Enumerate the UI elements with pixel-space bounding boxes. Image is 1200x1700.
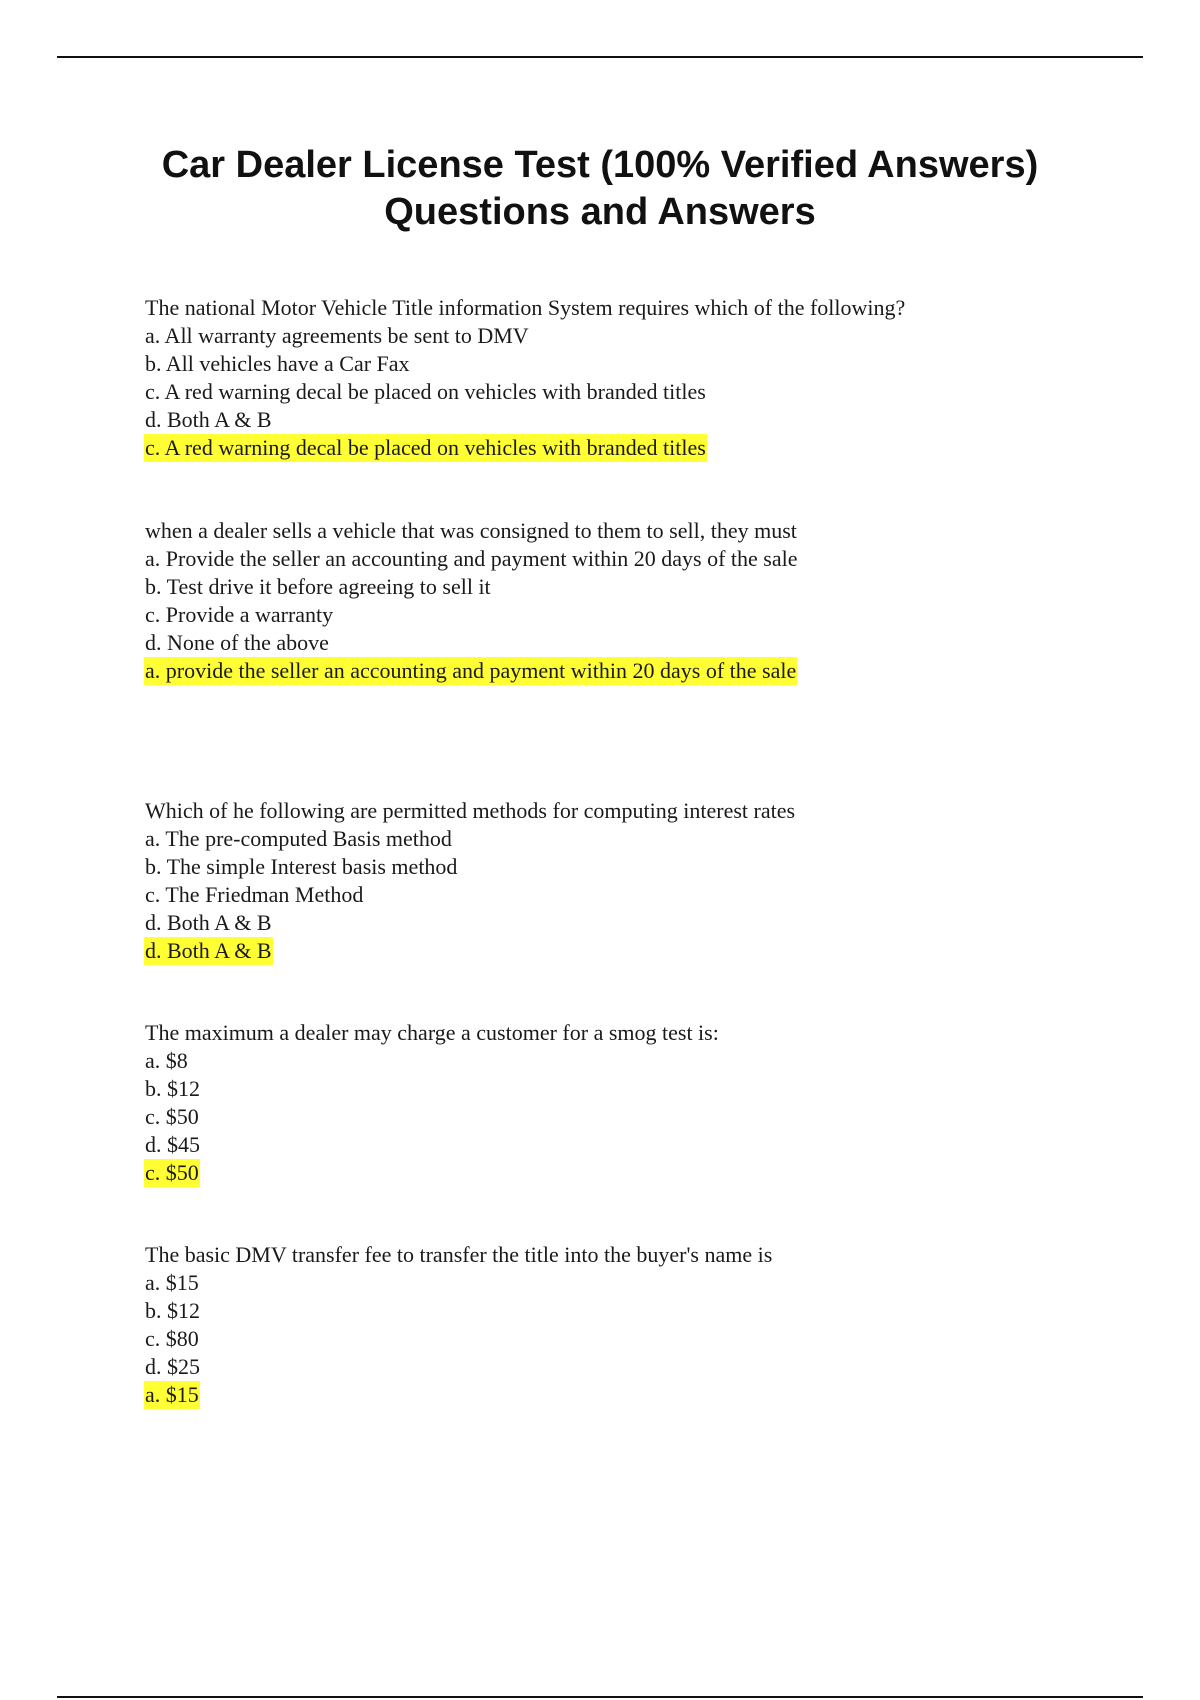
answer-option: c. $50 [145, 1104, 199, 1129]
question-prompt: The national Motor Vehicle Title information System requires which of the following? [145, 295, 906, 320]
answer-option: b. $12 [145, 1076, 200, 1101]
highlighted-answer: d. Both A & B [145, 938, 272, 963]
answer-option: a. Provide the seller an accounting and payment within 20 days of the sale [145, 546, 798, 571]
question-prompt: The maximum a dealer may charge a customer for a smog test is: [145, 1020, 719, 1045]
question-prompt: The basic DMV transfer fee to transfer the title into the buyer's name is [145, 1242, 773, 1267]
highlighted-answer: a. provide the seller an accounting and payment within 20 days of the sale [145, 658, 797, 683]
answer-option: a. All warranty agreements be sent to DMV [145, 323, 529, 348]
answer-option: c. The Friedman Method [145, 882, 364, 907]
question-block-2 [145, 517, 1095, 685]
answer-option: d. Both A & B [145, 407, 272, 432]
highlighted-answer: a. $15 [145, 1382, 199, 1407]
question-block-1 [145, 294, 1095, 462]
title-line-1: Car Dealer License Test (100% Verified Answers) [161, 144, 1039, 186]
question-prompt: when a dealer sells a vehicle that was consigned to them to sell, they must [145, 518, 797, 543]
question-block-4 [145, 1019, 1095, 1187]
highlighted-answer: c. $50 [145, 1160, 199, 1185]
header-rule [57, 56, 1143, 58]
answer-option: b. Test drive it before agreeing to sell it [145, 574, 491, 599]
answer-option: a. The pre-computed Basis method [145, 826, 452, 851]
answer-option: d. $45 [145, 1132, 200, 1157]
question-prompt: Which of he following are permitted methods for computing interest rates [145, 798, 796, 823]
footer-rule [57, 1696, 1143, 1698]
page-title [0, 142, 1200, 236]
answer-option: a. $15 [145, 1270, 199, 1295]
question-block-5 [145, 1241, 1095, 1409]
answer-option: a. $8 [145, 1048, 188, 1073]
answer-option: d. $25 [145, 1354, 200, 1379]
answer-option: b. $12 [145, 1298, 200, 1323]
answer-option: c. Provide a warranty [145, 602, 334, 627]
answer-option: d. None of the above [145, 630, 329, 655]
highlighted-answer: c. A red warning decal be placed on vehicles with branded titles [145, 435, 706, 460]
answer-option: b. The simple Interest basis method [145, 854, 458, 879]
question-block-3 [145, 797, 1095, 965]
answer-option: b. All vehicles have a Car Fax [145, 351, 410, 376]
title-line-2: Questions and Answers [384, 191, 816, 233]
answer-option: c. A red warning decal be placed on vehicles with branded titles [145, 379, 706, 404]
answer-option: c. $80 [145, 1326, 199, 1351]
answer-option: d. Both A & B [145, 910, 272, 935]
